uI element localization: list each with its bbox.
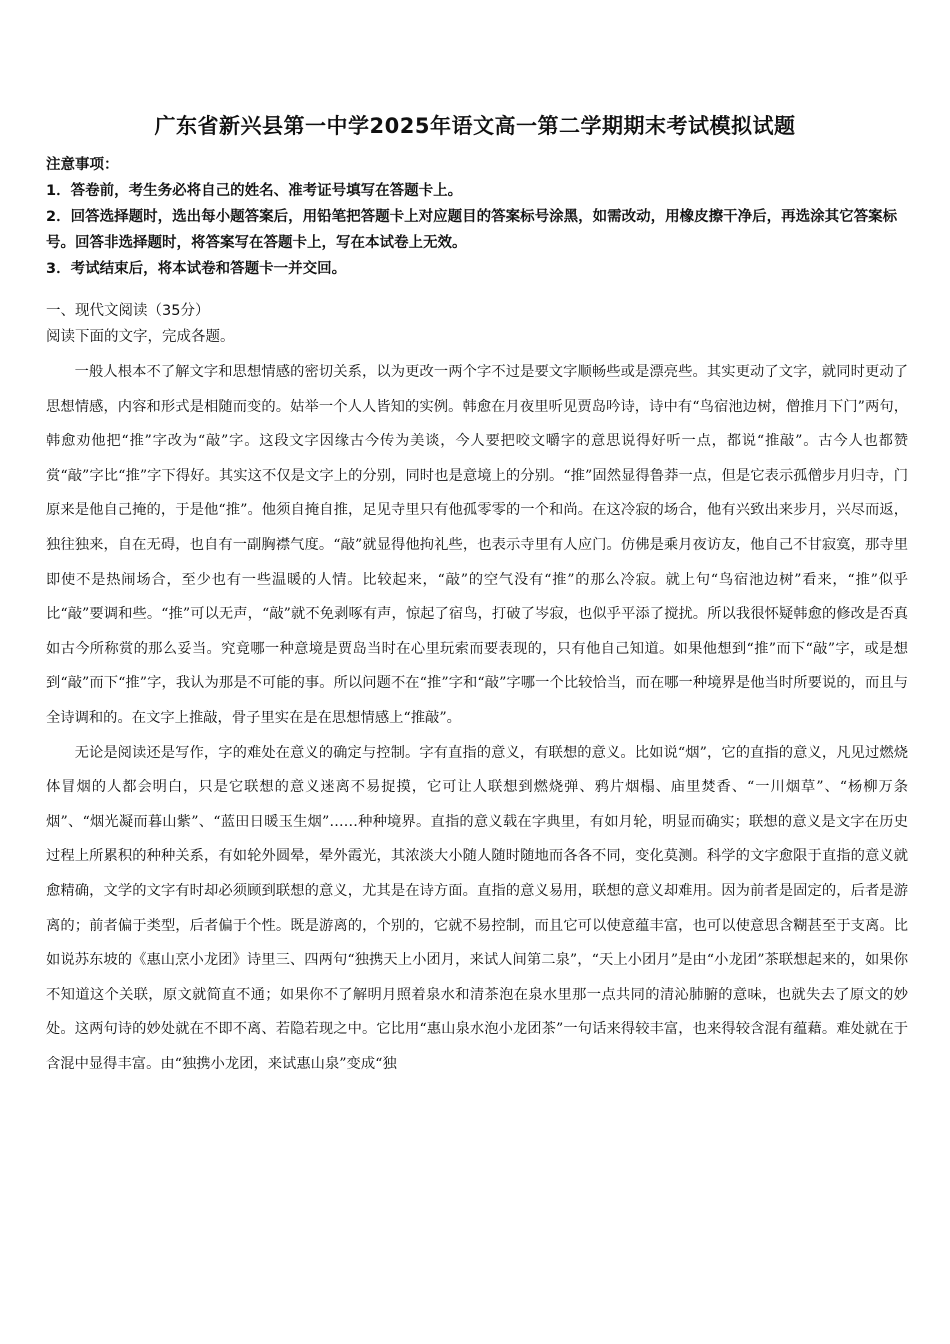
notice-block: [46, 152, 908, 282]
section-heading: 一、现代文阅读（35分）: [46, 303, 210, 319]
notice-heading: 注意事项：: [46, 157, 119, 173]
passage-paragraph: 无论是阅读还是写作，字的难处在意义的确定与控制。字有直指的意义，有联想的意义。比如说“烟”，它的直指的意义，凡见过燃烧体冒烟的人都会明白，只是它联想的意义迷离不易捉摸，它可让人联想到燃烧弹、鸦片烟榻、庙里焚香、“一川烟草”、“杨柳万条烟”、“烟光凝而暮山紫”、“蓝田日暖玉生烟”……种种境界。直指的意义载在字典里，有如月轮，明显而确实；联想的意义是文字在历史过程上所累积的种种关系，有如轮外圆晕，晕外霞光，其浓淡大小随人随时随地而各各不同，变化莫测。科学的文字愈限于直指的意义就愈精确，文学的文字有时却必须顾到联想的意义，尤其是在诗方面。直指的意义易用，联想的意义却难用。因为前者是固定的，后者是游离的；前者偏于类型，后者偏于个性。既是游离的，个别的，它就不易控制，而且它可以使意蕴丰富，也可以使意思含糊甚至于支离。比如说苏东坡的《惠山烹小龙团》诗里三、四两句“独携天上小团月，来试人间第二泉”，“天上小团月”是由“小龙团”茶联想起来的，如果你不知道这个关联，原文就简直不通；如果你不了解明月照着泉水和清茶泡在泉水里那一点共同的清沁肺腑的意味，也就失去了原文的妙处。这两句诗的妙处就在不即不离、若隐若现之中。它比用“惠山泉水泡小龙团茶”一句话来得较丰富，也来得较含混有蕴藉。难处就在于含混中显得丰富。由“独携小龙团，来试惠山泉”变成“独: [46, 744, 908, 1072]
reading-passage: [46, 355, 908, 1081]
section-instruction: 阅读下面的文字，完成各题。: [46, 329, 235, 345]
exam-title: 广东省新兴县第一中学2025年语文高一第二学期期末考试模拟试题: [154, 114, 796, 138]
notice-item: 2．回答选择题时，选出每小题答案后，用铅笔把答题卡上对应题目的答案标号涂黑，如需改动，用橡皮擦干净后，再选涂其它答案标号。回答非选择题时，将答案写在答题卡上，写在本试卷上无效。: [46, 209, 898, 251]
notice-item: 1．答卷前，考生务必将自己的姓名、准考证号填写在答题卡上。: [46, 183, 463, 199]
notice-item: 3．考试结束后，将本试卷和答题卡一并交回。: [46, 261, 347, 277]
passage-paragraph: 一般人根本不了解文字和思想情感的密切关系，以为更改一两个字不过是要文字顺畅些或是漂亮些。其实更动了文字，就同时更动了思想情感，内容和形式是相随而变的。姑举一个人人皆知的实例。韩愈在月夜里听见贾岛吟诗，诗中有“鸟宿池边树，僧推月下门”两句，韩愈劝他把“推”字改为“敲”字。这段文字因缘古今传为美谈，今人要把咬文嚼字的意思说得好听一点，都说“推敲”。古今人也都赞赏“敲”字比“推”字下得好。其实这不仅是文字上的分别，同时也是意境上的分别。“推”固然显得鲁莽一点，但是它表示孤僧步月归寺，门原来是他自己掩的，于是他“推”。他须自掩自推，足见寺里只有他孤零零的一个和尚。在这冷寂的场合，他有兴致出来步月，兴尽而返，独往独来，自在无碍，也自有一副胸襟气度。“敲”就显得他拘礼些，也表示寺里有人应门。仿佛是乘月夜访友，他自己不甘寂寞，那寺里即使不是热闹场合，至少也有一些温暖的人情。比较起来，“敲”的空气没有“推”的那么冷寂。就上句“鸟宿池边树”看来，“推”似乎比“敲”要调和些。“推”可以无声，“敲”就不免剥啄有声，惊起了宿鸟，打破了岑寂，也似乎平添了搅扰。所以我很怀疑韩愈的修改是否真如古今所称赏的那么妥当。究竟哪一种意境是贾岛当时在心里玩索而要表现的，只有他自己知道。如果他想到“推”而下“敲”字，或是想到“敲”而下“推”字，我认为那是不可能的事。所以问题不在“推”字和“敲”字哪一个比较恰当，而在哪一种境界是他当时所要说的，而且与全诗调和的。在文字上推敲，骨子里实在是在思想情感上“推敲”。: [46, 364, 908, 726]
